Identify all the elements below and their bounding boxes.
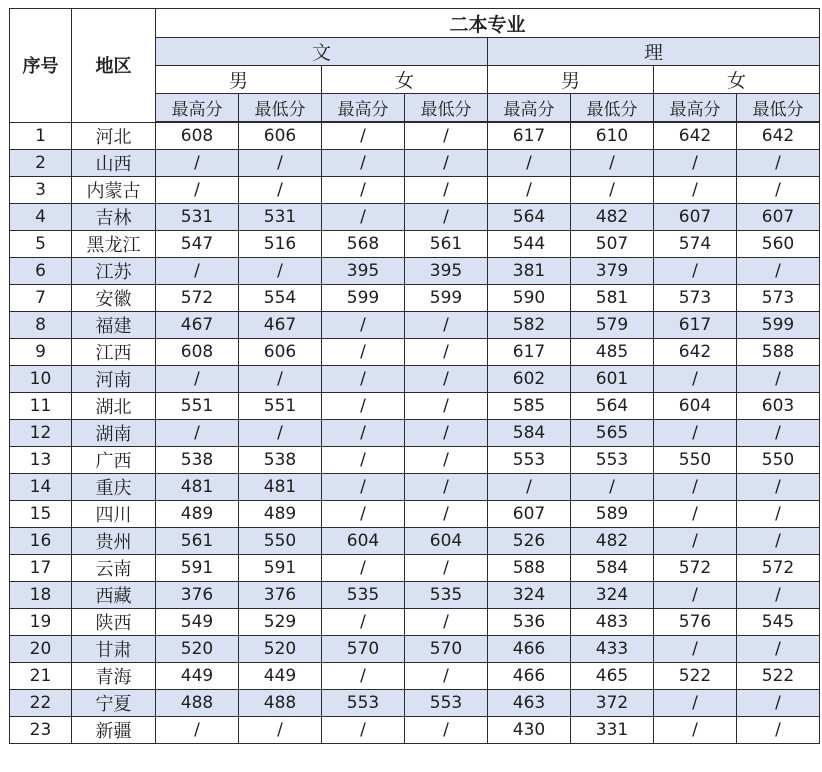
table-body <box>10 122 820 744</box>
cell-li-male-min: 584 <box>571 555 654 582</box>
cell-wen-female-min: / <box>405 393 488 420</box>
cell-index: 9 <box>10 339 72 366</box>
header-wen-female: 女 <box>322 66 488 94</box>
cell-wen-male-min: 554 <box>239 285 322 312</box>
cell-wen-male-min: 520 <box>239 636 322 663</box>
cell-wen-female-max: / <box>322 447 405 474</box>
cell-li-male-min: 379 <box>571 258 654 285</box>
cell-wen-male-max: / <box>156 177 239 204</box>
cell-wen-female-max: 604 <box>322 528 405 555</box>
cell-wen-female-max: / <box>322 122 405 150</box>
cell-li-female-max: / <box>654 177 737 204</box>
header-wen-female-max: 最高分 <box>322 94 405 123</box>
cell-li-female-max: / <box>654 501 737 528</box>
table-row <box>10 177 820 204</box>
cell-li-female-min: 599 <box>737 312 820 339</box>
cell-wen-female-min: / <box>405 312 488 339</box>
cell-wen-female-min: / <box>405 663 488 690</box>
cell-wen-male-min: 529 <box>239 609 322 636</box>
cell-li-female-min: 573 <box>737 285 820 312</box>
cell-li-male-max: 588 <box>488 555 571 582</box>
table-row <box>10 285 820 312</box>
header-index: 序号 <box>10 9 72 123</box>
score-table-container <box>9 8 820 744</box>
cell-li-female-max: / <box>654 420 737 447</box>
cell-index: 20 <box>10 636 72 663</box>
cell-wen-female-min: 604 <box>405 528 488 555</box>
cell-li-female-max: 574 <box>654 231 737 258</box>
cell-wen-male-min: 449 <box>239 663 322 690</box>
cell-li-male-max: / <box>488 150 571 177</box>
cell-wen-male-min: 481 <box>239 474 322 501</box>
cell-region: 西藏 <box>72 582 156 609</box>
cell-region: 安徽 <box>72 285 156 312</box>
cell-li-male-max: 466 <box>488 636 571 663</box>
cell-wen-female-min: / <box>405 339 488 366</box>
cell-li-female-min: / <box>737 474 820 501</box>
cell-wen-female-max: / <box>322 204 405 231</box>
cell-wen-female-max: 568 <box>322 231 405 258</box>
cell-li-female-min: / <box>737 717 820 744</box>
cell-wen-female-max: 553 <box>322 690 405 717</box>
cell-li-female-min: / <box>737 366 820 393</box>
cell-wen-male-min: 376 <box>239 582 322 609</box>
cell-region: 河北 <box>72 122 156 150</box>
cell-region: 山西 <box>72 150 156 177</box>
header-wen-female-min: 最低分 <box>405 94 488 123</box>
cell-wen-female-max: 570 <box>322 636 405 663</box>
cell-index: 5 <box>10 231 72 258</box>
cell-index: 4 <box>10 204 72 231</box>
cell-wen-male-min: / <box>239 150 322 177</box>
cell-index: 19 <box>10 609 72 636</box>
cell-li-female-max: 604 <box>654 393 737 420</box>
cell-li-female-max: / <box>654 258 737 285</box>
cell-region: 云南 <box>72 555 156 582</box>
cell-li-male-min: 433 <box>571 636 654 663</box>
cell-li-female-min: / <box>737 690 820 717</box>
cell-wen-male-max: 488 <box>156 690 239 717</box>
cell-wen-male-min: 606 <box>239 339 322 366</box>
cell-region: 黑龙江 <box>72 231 156 258</box>
cell-li-male-min: 465 <box>571 663 654 690</box>
table-row <box>10 258 820 285</box>
table-row <box>10 663 820 690</box>
cell-li-male-max: 526 <box>488 528 571 555</box>
cell-li-male-min: 581 <box>571 285 654 312</box>
cell-li-male-max: 617 <box>488 122 571 150</box>
cell-li-male-max: 553 <box>488 447 571 474</box>
cell-li-male-max: 430 <box>488 717 571 744</box>
cell-li-male-min: 589 <box>571 501 654 528</box>
cell-wen-female-max: / <box>322 555 405 582</box>
cell-li-female-min: 607 <box>737 204 820 231</box>
cell-wen-male-max: 449 <box>156 663 239 690</box>
cell-wen-male-min: / <box>239 258 322 285</box>
cell-wen-female-max: / <box>322 717 405 744</box>
table-row <box>10 501 820 528</box>
cell-wen-male-min: 489 <box>239 501 322 528</box>
cell-index: 16 <box>10 528 72 555</box>
cell-wen-male-min: 551 <box>239 393 322 420</box>
cell-wen-female-max: / <box>322 312 405 339</box>
cell-region: 湖南 <box>72 420 156 447</box>
cell-wen-male-min: 488 <box>239 690 322 717</box>
cell-li-female-max: / <box>654 474 737 501</box>
cell-index: 13 <box>10 447 72 474</box>
cell-wen-female-min: / <box>405 420 488 447</box>
header-li-female-min: 最低分 <box>737 94 820 123</box>
cell-wen-female-max: / <box>322 474 405 501</box>
cell-region: 宁夏 <box>72 690 156 717</box>
cell-index: 18 <box>10 582 72 609</box>
cell-index: 21 <box>10 663 72 690</box>
cell-wen-female-max: / <box>322 393 405 420</box>
cell-li-female-max: 617 <box>654 312 737 339</box>
header-li-male-max: 最高分 <box>488 94 571 123</box>
cell-wen-male-max: 551 <box>156 393 239 420</box>
cell-region: 江西 <box>72 339 156 366</box>
cell-li-male-max: 463 <box>488 690 571 717</box>
cell-wen-male-min: / <box>239 420 322 447</box>
cell-region: 吉林 <box>72 204 156 231</box>
table-row <box>10 366 820 393</box>
table-row <box>10 122 820 150</box>
cell-region: 青海 <box>72 663 156 690</box>
cell-wen-male-min: 531 <box>239 204 322 231</box>
cell-li-female-max: 550 <box>654 447 737 474</box>
cell-li-female-min: 550 <box>737 447 820 474</box>
cell-li-male-min: / <box>571 474 654 501</box>
cell-li-female-max: / <box>654 150 737 177</box>
cell-wen-female-min: 570 <box>405 636 488 663</box>
cell-wen-male-min: 606 <box>239 122 322 150</box>
cell-wen-male-max: 481 <box>156 474 239 501</box>
cell-wen-female-max: / <box>322 501 405 528</box>
cell-region: 重庆 <box>72 474 156 501</box>
cell-li-male-min: 601 <box>571 366 654 393</box>
cell-wen-female-max: / <box>322 663 405 690</box>
cell-index: 6 <box>10 258 72 285</box>
cell-wen-male-min: / <box>239 366 322 393</box>
cell-li-male-min: 507 <box>571 231 654 258</box>
cell-li-male-max: 381 <box>488 258 571 285</box>
cell-wen-female-min: 553 <box>405 690 488 717</box>
cell-li-male-max: / <box>488 474 571 501</box>
header-region: 地区 <box>72 9 156 123</box>
table-row <box>10 339 820 366</box>
cell-wen-female-min: 535 <box>405 582 488 609</box>
cell-region: 甘肃 <box>72 636 156 663</box>
cell-li-female-min: / <box>737 501 820 528</box>
cell-li-female-max: 576 <box>654 609 737 636</box>
cell-li-female-min: / <box>737 528 820 555</box>
cell-li-male-max: 544 <box>488 231 571 258</box>
table-row <box>10 204 820 231</box>
cell-li-male-max: 607 <box>488 501 571 528</box>
cell-li-male-min: 564 <box>571 393 654 420</box>
cell-wen-male-max: 572 <box>156 285 239 312</box>
cell-li-female-max: / <box>654 717 737 744</box>
cell-li-female-min: 522 <box>737 663 820 690</box>
cell-wen-male-min: / <box>239 717 322 744</box>
cell-li-female-max: / <box>654 528 737 555</box>
cell-li-male-max: 602 <box>488 366 571 393</box>
cell-region: 陕西 <box>72 609 156 636</box>
cell-index: 12 <box>10 420 72 447</box>
cell-region: 广西 <box>72 447 156 474</box>
cell-index: 23 <box>10 717 72 744</box>
table-row <box>10 582 820 609</box>
cell-li-female-max: / <box>654 690 737 717</box>
cell-wen-female-max: 395 <box>322 258 405 285</box>
header-wen-male: 男 <box>156 66 322 94</box>
cell-index: 10 <box>10 366 72 393</box>
cell-li-female-max: / <box>654 582 737 609</box>
cell-li-female-min: / <box>737 177 820 204</box>
header-li-male-min: 最低分 <box>571 94 654 123</box>
cell-wen-female-max: / <box>322 150 405 177</box>
cell-li-male-min: 482 <box>571 204 654 231</box>
cell-li-male-min: 610 <box>571 122 654 150</box>
cell-wen-female-max: / <box>322 609 405 636</box>
cell-li-female-max: / <box>654 636 737 663</box>
cell-li-male-min: 565 <box>571 420 654 447</box>
cell-wen-female-min: / <box>405 717 488 744</box>
cell-index: 1 <box>10 122 72 150</box>
cell-region: 内蒙古 <box>72 177 156 204</box>
cell-wen-female-min: / <box>405 447 488 474</box>
table-row <box>10 420 820 447</box>
score-table <box>9 8 820 744</box>
header-li-male: 男 <box>488 66 654 94</box>
cell-li-male-max: 584 <box>488 420 571 447</box>
cell-wen-female-min: / <box>405 204 488 231</box>
cell-wen-male-max: 538 <box>156 447 239 474</box>
cell-li-female-min: / <box>737 420 820 447</box>
cell-li-female-max: 642 <box>654 122 737 150</box>
cell-li-male-max: 466 <box>488 663 571 690</box>
cell-wen-female-min: / <box>405 555 488 582</box>
cell-wen-male-max: / <box>156 420 239 447</box>
cell-wen-female-max: 599 <box>322 285 405 312</box>
cell-wen-male-max: 520 <box>156 636 239 663</box>
header-li-female-max: 最高分 <box>654 94 737 123</box>
cell-region: 湖北 <box>72 393 156 420</box>
table-row <box>10 528 820 555</box>
cell-wen-female-min: 395 <box>405 258 488 285</box>
table-header <box>10 9 820 123</box>
cell-li-female-min: 603 <box>737 393 820 420</box>
table-row <box>10 150 820 177</box>
cell-wen-male-min: 467 <box>239 312 322 339</box>
cell-li-male-max: 585 <box>488 393 571 420</box>
cell-region: 江苏 <box>72 258 156 285</box>
cell-wen-male-max: / <box>156 717 239 744</box>
cell-wen-female-min: / <box>405 501 488 528</box>
cell-region: 福建 <box>72 312 156 339</box>
cell-li-male-max: 617 <box>488 339 571 366</box>
cell-index: 3 <box>10 177 72 204</box>
cell-wen-female-min: / <box>405 177 488 204</box>
header-subject-wen: 文 <box>156 38 488 66</box>
cell-li-female-min: 572 <box>737 555 820 582</box>
cell-li-female-max: 572 <box>654 555 737 582</box>
cell-index: 17 <box>10 555 72 582</box>
cell-li-female-min: 545 <box>737 609 820 636</box>
cell-wen-male-min: 516 <box>239 231 322 258</box>
cell-li-female-max: 573 <box>654 285 737 312</box>
cell-wen-male-max: / <box>156 366 239 393</box>
cell-li-male-min: 485 <box>571 339 654 366</box>
table-row <box>10 717 820 744</box>
cell-li-male-min: 372 <box>571 690 654 717</box>
cell-li-male-min: 579 <box>571 312 654 339</box>
cell-li-male-min: 553 <box>571 447 654 474</box>
table-row <box>10 231 820 258</box>
cell-index: 15 <box>10 501 72 528</box>
cell-wen-male-max: / <box>156 258 239 285</box>
cell-li-female-max: 642 <box>654 339 737 366</box>
cell-wen-female-min: / <box>405 366 488 393</box>
cell-li-female-max: / <box>654 366 737 393</box>
cell-wen-female-max: 535 <box>322 582 405 609</box>
cell-li-female-min: 560 <box>737 231 820 258</box>
cell-wen-male-max: / <box>156 150 239 177</box>
cell-index: 11 <box>10 393 72 420</box>
cell-wen-male-max: 547 <box>156 231 239 258</box>
cell-wen-male-min: / <box>239 177 322 204</box>
cell-wen-female-min: 599 <box>405 285 488 312</box>
header-group-title: 二本专业 <box>156 9 820 38</box>
cell-wen-male-min: 538 <box>239 447 322 474</box>
cell-index: 14 <box>10 474 72 501</box>
cell-li-male-min: 482 <box>571 528 654 555</box>
cell-wen-female-min: / <box>405 609 488 636</box>
cell-li-female-min: / <box>737 636 820 663</box>
table-row <box>10 609 820 636</box>
cell-wen-male-max: 489 <box>156 501 239 528</box>
cell-li-female-min: 588 <box>737 339 820 366</box>
table-row <box>10 690 820 717</box>
cell-li-male-max: 536 <box>488 609 571 636</box>
cell-wen-female-max: / <box>322 177 405 204</box>
cell-li-male-min: / <box>571 177 654 204</box>
cell-wen-female-min: / <box>405 122 488 150</box>
cell-li-male-min: 483 <box>571 609 654 636</box>
cell-li-male-min: 324 <box>571 582 654 609</box>
header-li-female: 女 <box>654 66 820 94</box>
cell-li-female-max: 607 <box>654 204 737 231</box>
cell-index: 7 <box>10 285 72 312</box>
cell-wen-male-max: 467 <box>156 312 239 339</box>
cell-li-male-max: / <box>488 177 571 204</box>
cell-li-female-min: / <box>737 150 820 177</box>
cell-wen-male-max: 531 <box>156 204 239 231</box>
cell-region: 四川 <box>72 501 156 528</box>
cell-wen-female-max: / <box>322 339 405 366</box>
cell-region: 新疆 <box>72 717 156 744</box>
header-subject-li: 理 <box>488 38 820 66</box>
cell-wen-male-max: 376 <box>156 582 239 609</box>
cell-li-female-min: / <box>737 582 820 609</box>
cell-li-male-min: 331 <box>571 717 654 744</box>
cell-li-female-min: 642 <box>737 122 820 150</box>
cell-wen-male-max: 608 <box>156 339 239 366</box>
cell-wen-male-max: 549 <box>156 609 239 636</box>
cell-region: 河南 <box>72 366 156 393</box>
cell-wen-male-max: 608 <box>156 122 239 150</box>
header-wen-male-max: 最高分 <box>156 94 239 123</box>
cell-li-female-max: 522 <box>654 663 737 690</box>
table-row <box>10 474 820 501</box>
table-row <box>10 636 820 663</box>
cell-li-male-max: 564 <box>488 204 571 231</box>
cell-li-male-min: / <box>571 150 654 177</box>
table-row <box>10 555 820 582</box>
cell-wen-female-min: / <box>405 474 488 501</box>
cell-wen-female-min: 561 <box>405 231 488 258</box>
table-row <box>10 393 820 420</box>
cell-wen-female-min: / <box>405 150 488 177</box>
cell-wen-female-max: / <box>322 366 405 393</box>
cell-wen-male-min: 550 <box>239 528 322 555</box>
cell-wen-female-max: / <box>322 420 405 447</box>
cell-wen-male-max: 561 <box>156 528 239 555</box>
table-row <box>10 312 820 339</box>
cell-li-male-max: 324 <box>488 582 571 609</box>
header-wen-male-min: 最低分 <box>239 94 322 123</box>
cell-index: 2 <box>10 150 72 177</box>
cell-wen-male-max: 591 <box>156 555 239 582</box>
cell-index: 8 <box>10 312 72 339</box>
cell-li-male-max: 590 <box>488 285 571 312</box>
cell-region: 贵州 <box>72 528 156 555</box>
cell-li-female-min: / <box>737 258 820 285</box>
table-row <box>10 447 820 474</box>
cell-wen-male-min: 591 <box>239 555 322 582</box>
cell-index: 22 <box>10 690 72 717</box>
cell-li-male-max: 582 <box>488 312 571 339</box>
